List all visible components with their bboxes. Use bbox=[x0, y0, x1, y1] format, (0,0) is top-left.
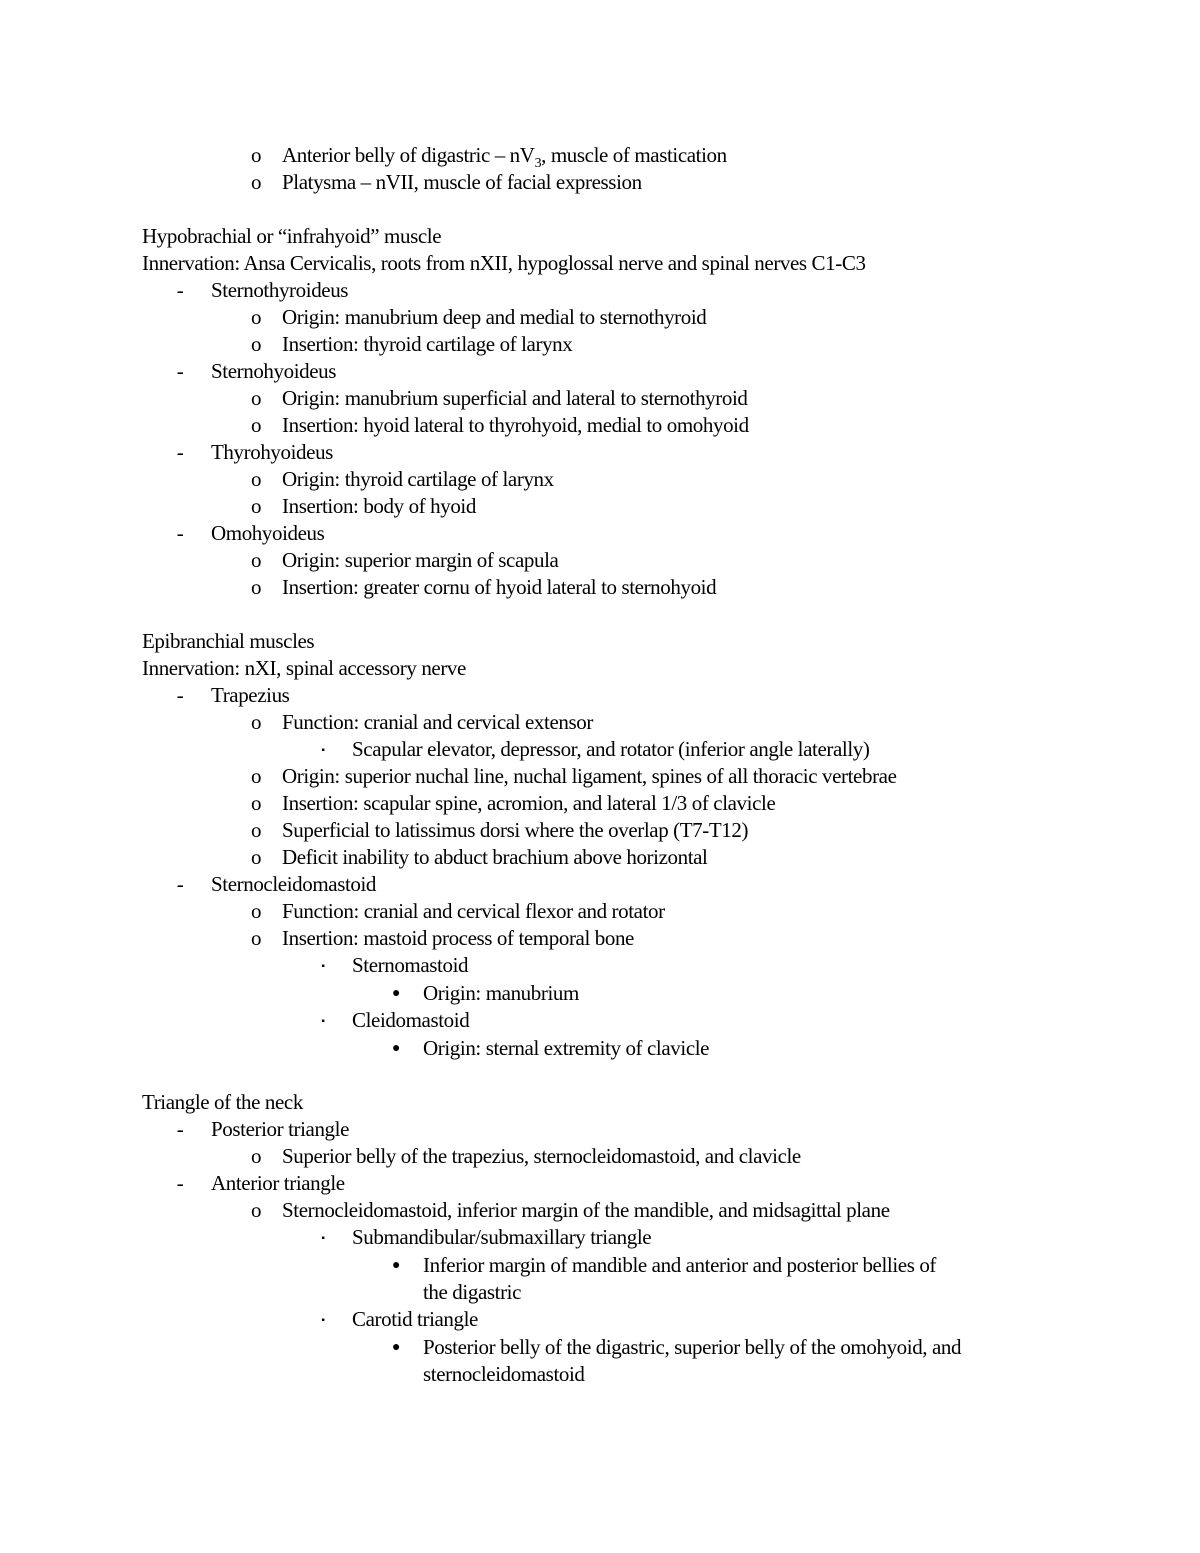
muscle-detail: Origin: superior nuchal line, nuchal ligament, spines of all thoracic vertebrae bbox=[282, 764, 897, 788]
muscle-name: Sternohyoideus bbox=[211, 359, 337, 383]
subtriangle-detail: Inferior margin of mandible and anterior and posterior bellies of bbox=[423, 1253, 937, 1277]
round-bullet-icon: ● bbox=[391, 1340, 401, 1355]
round-bullet-icon: ● bbox=[391, 1041, 401, 1056]
circle-bullet-icon: o bbox=[250, 143, 262, 167]
circle-bullet-icon: o bbox=[250, 710, 262, 734]
circle-bullet-icon: o bbox=[250, 386, 262, 410]
subtriangle-name: Submandibular/submaxillary triangle bbox=[352, 1225, 652, 1249]
muscle-detail: Function: cranial and cervical flexor and rotator bbox=[282, 899, 665, 923]
square-bullet-icon: ▪ bbox=[321, 1233, 325, 1244]
dash-bullet-icon: - bbox=[176, 1117, 184, 1141]
dash-bullet-icon: - bbox=[176, 521, 184, 545]
subtriangle-detail: Posterior belly of the digastric, superior belly of the omohyoid, and bbox=[423, 1335, 962, 1359]
muscle-detail: Deficit inability to abduct brachium above horizontal bbox=[282, 845, 708, 869]
circle-bullet-icon: o bbox=[250, 764, 262, 788]
circle-bullet-icon: o bbox=[250, 170, 262, 194]
subtriangle-name: Carotid triangle bbox=[352, 1307, 478, 1331]
intro-item: Anterior belly of digastric – $nV_3$, muscle of mastication bbox=[282, 143, 727, 172]
round-bullet-icon: ● bbox=[391, 986, 401, 1001]
innervation-line: Innervation: nXI, spinal accessory nerve bbox=[142, 656, 466, 680]
muscle-detail: Insertion: hyoid lateral to thyrohyoid, medial to omohyoid bbox=[282, 413, 749, 437]
muscle-name: Omohyoideus bbox=[211, 521, 325, 545]
dash-bullet-icon: - bbox=[176, 359, 184, 383]
muscle-detail: Superficial to latissimus dorsi where the overlap (T7-T12) bbox=[282, 818, 749, 842]
circle-bullet-icon: o bbox=[250, 845, 262, 869]
dash-bullet-icon: - bbox=[176, 683, 184, 707]
round-bullet-icon: ● bbox=[391, 1258, 401, 1273]
circle-bullet-icon: o bbox=[250, 818, 262, 842]
circle-bullet-icon: o bbox=[250, 413, 262, 437]
circle-bullet-icon: o bbox=[250, 467, 262, 491]
muscle-detail: Insertion: greater cornu of hyoid lateral to sternohyoid bbox=[282, 575, 717, 599]
muscle-detail: Origin: superior margin of scapula bbox=[282, 548, 559, 572]
triangle-name: Posterior triangle bbox=[211, 1117, 350, 1141]
muscle-detail: Origin: manubrium superficial and lateral to sternothyroid bbox=[282, 386, 748, 410]
square-bullet-icon: ▪ bbox=[321, 1016, 325, 1027]
circle-bullet-icon: o bbox=[250, 1144, 262, 1168]
muscle-name: Thyrohyoideus bbox=[211, 440, 333, 464]
section-heading: Triangle of the neck bbox=[142, 1090, 303, 1114]
section-heading: Epibranchial muscles bbox=[142, 629, 315, 653]
dash-bullet-icon: - bbox=[176, 278, 184, 302]
circle-bullet-icon: o bbox=[250, 1198, 262, 1222]
circle-bullet-icon: o bbox=[250, 494, 262, 518]
muscle-detail: Origin: thyroid cartilage of larynx bbox=[282, 467, 554, 491]
muscle-subdetail: Cleidomastoid bbox=[352, 1008, 470, 1032]
triangle-name: Anterior triangle bbox=[211, 1171, 345, 1195]
circle-bullet-icon: o bbox=[250, 332, 262, 356]
circle-bullet-icon: o bbox=[250, 305, 262, 329]
section-heading: Hypobrachial or “infrahyoid” muscle bbox=[142, 224, 442, 248]
triangle-detail: Sternocleidomastoid, inferior margin of the mandible, and midsagittal plane bbox=[282, 1198, 890, 1222]
muscle-name: Sternocleidomastoid bbox=[211, 872, 377, 896]
innervation-line: Innervation: Ansa Cervicalis, roots from nXII, hypoglossal nerve and spinal nerves C1-C3 bbox=[142, 251, 866, 275]
muscle-detail: Insertion: mastoid process of temporal bone bbox=[282, 926, 634, 950]
square-bullet-icon: ▪ bbox=[321, 961, 325, 972]
muscle-name: Trapezius bbox=[211, 683, 290, 707]
muscle-detail: Insertion: thyroid cartilage of larynx bbox=[282, 332, 573, 356]
triangle-detail: Superior belly of the trapezius, sternocleidomastoid, and clavicle bbox=[282, 1144, 801, 1168]
dash-bullet-icon: - bbox=[176, 440, 184, 464]
muscle-detail: Function: cranial and cervical extensor bbox=[282, 710, 593, 734]
dash-bullet-icon: - bbox=[176, 872, 184, 896]
intro-item: Platysma – nVII, muscle of facial expression bbox=[282, 170, 642, 194]
muscle-detail: Insertion: body of hyoid bbox=[282, 494, 476, 518]
muscle-detail: Insertion: scapular spine, acromion, and lateral 1/3 of clavicle bbox=[282, 791, 776, 815]
muscle-subsubdetail: Origin: sternal extremity of clavicle bbox=[423, 1036, 710, 1060]
square-bullet-icon: ▪ bbox=[321, 1315, 325, 1326]
muscle-subdetail: Scapular elevator, depressor, and rotator (inferior angle laterally) bbox=[352, 737, 870, 761]
muscle-subdetail: Sternomastoid bbox=[352, 953, 469, 977]
subtriangle-detail-cont: the digastric bbox=[423, 1280, 522, 1304]
circle-bullet-icon: o bbox=[250, 899, 262, 923]
muscle-name: Sternothyroideus bbox=[211, 278, 349, 302]
circle-bullet-icon: o bbox=[250, 791, 262, 815]
muscle-detail: Origin: manubrium deep and medial to sternothyroid bbox=[282, 305, 707, 329]
circle-bullet-icon: o bbox=[250, 575, 262, 599]
square-bullet-icon: ▪ bbox=[321, 745, 325, 756]
muscle-subsubdetail: Origin: manubrium bbox=[423, 981, 579, 1005]
circle-bullet-icon: o bbox=[250, 926, 262, 950]
dash-bullet-icon: - bbox=[176, 1171, 184, 1195]
circle-bullet-icon: o bbox=[250, 548, 262, 572]
subtriangle-detail-cont: sternocleidomastoid bbox=[423, 1362, 585, 1386]
